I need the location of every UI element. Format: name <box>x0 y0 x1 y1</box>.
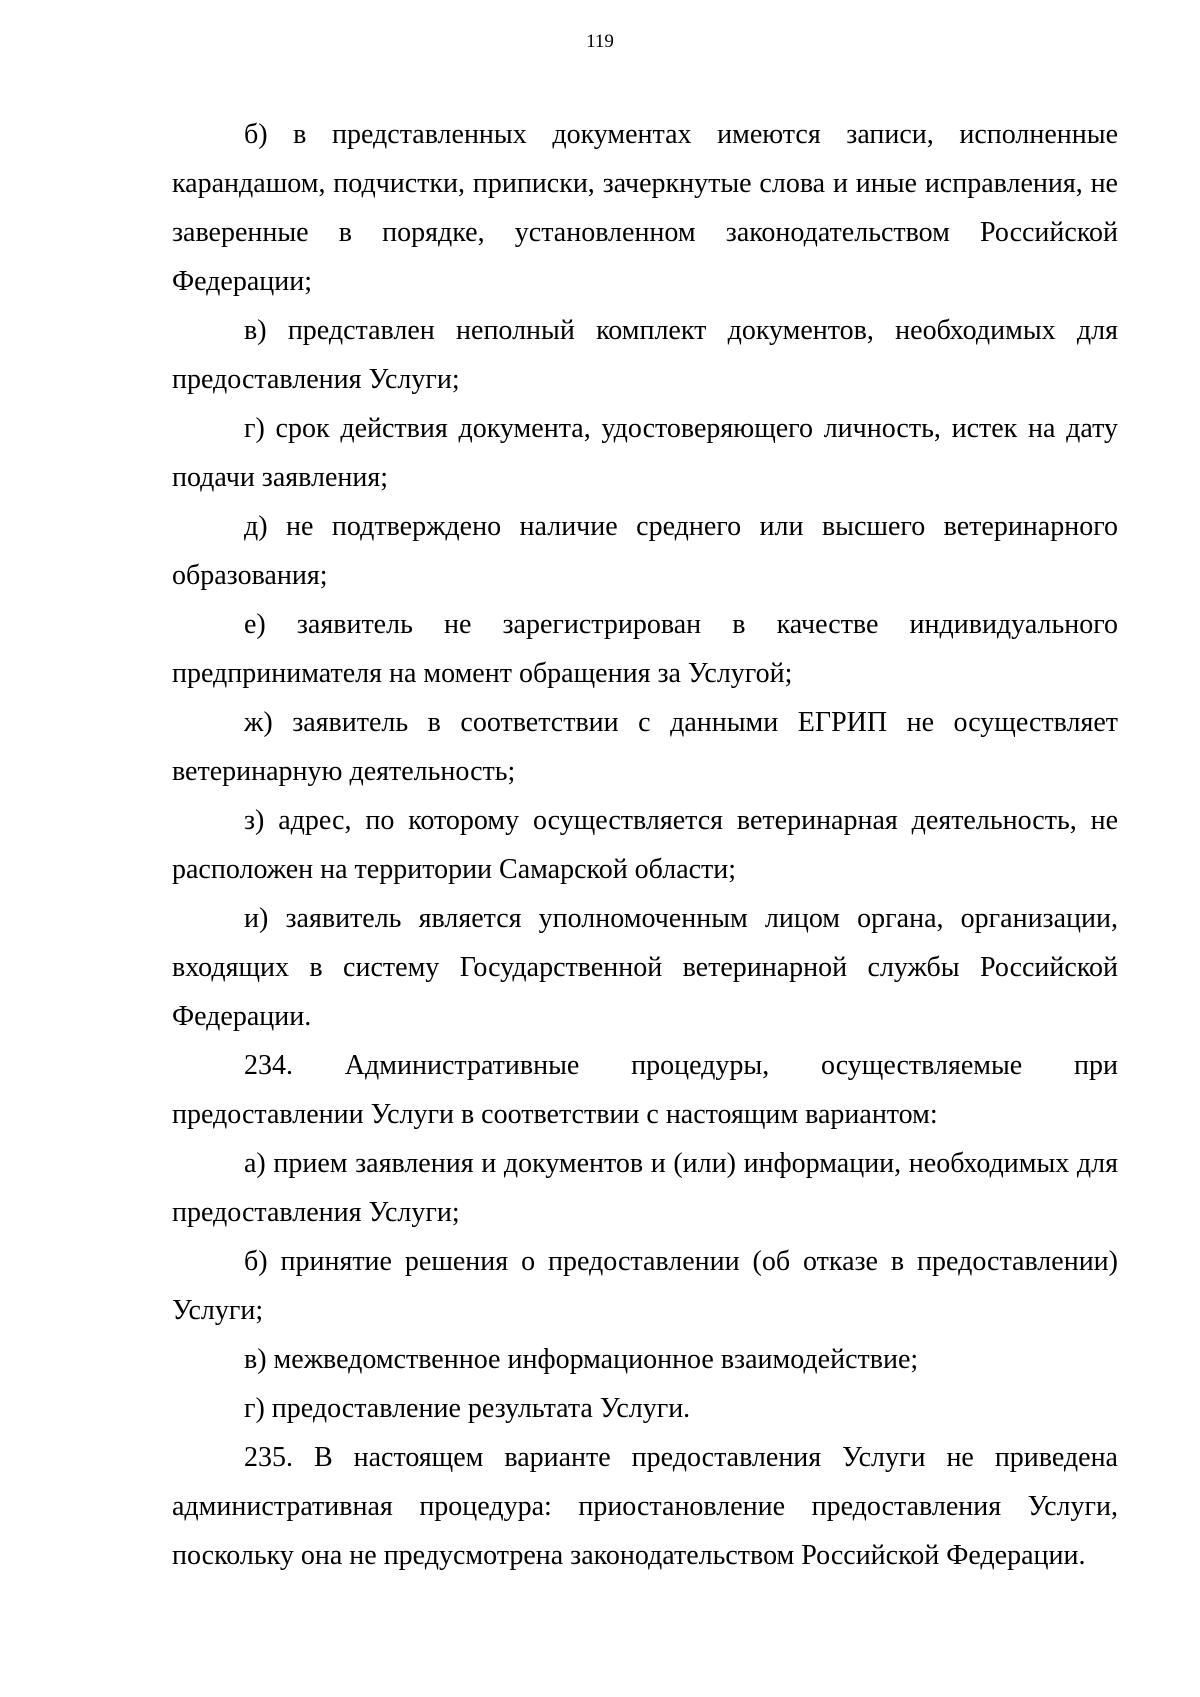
paragraph-item-v-234: в) межведомственное информационное взаимодействие; <box>244 1344 919 1375</box>
paragraph-item-v: в) представлен неполный комплект документов, необходимых для предоставления Услуги; <box>172 315 1118 395</box>
document-body <box>172 110 1118 1580</box>
paragraph-item-z: з) адрес, по которому осуществляется ветеринарная деятельность, не расположен на территории Самарской области; <box>172 805 1118 885</box>
paragraph-item-b: б) в представленных документах имеются записи, исполненные карандашом, подчистки, приписки, зачеркнутые слова и иные исправления, не заверенные в порядке, установленном законодательством Российской Федерации; <box>172 119 1118 297</box>
paragraph-item-a-234: а) прием заявления и документов и (или) информации, необходимых для предоставления Услуги; <box>172 1148 1118 1228</box>
page-number: 119 <box>586 31 614 52</box>
paragraph-item-i: и) заявитель является уполномоченным лицом органа, организации, входящих в систему Государственной ветеринарной службы Российской Федерации. <box>172 903 1118 1032</box>
paragraph-section-235: 235. В настоящем варианте предоставления Услуги не приведена административная процедура: приостановление предоставления Услуги, поскольку она не предусмотрена законодательством Российской Федерации. <box>172 1442 1118 1571</box>
paragraph-item-b-234: б) принятие решения о предоставлении (об отказе в предоставлении) Услуги; <box>172 1246 1118 1326</box>
paragraph-item-g-234: г) предоставление результата Услуги. <box>244 1393 691 1424</box>
paragraph-item-d: д) не подтверждено наличие среднего или высшего ветеринарного образования; <box>172 511 1118 591</box>
paragraph-item-g: г) срок действия документа, удостоверяющего личность, истек на дату подачи заявления; <box>172 413 1118 493</box>
paragraph-section-234: 234. Административные процедуры, осуществляемые при предоставлении Услуги в соответствии с настоящим вариантом: <box>172 1050 1118 1130</box>
paragraph-item-e: е) заявитель не зарегистрирован в качестве индивидуального предпринимателя на момент обращения за Услугой; <box>172 609 1118 689</box>
paragraph-item-zh: ж) заявитель в соответствии с данными ЕГРИП не осуществляет ветеринарную деятельность; <box>172 707 1118 787</box>
